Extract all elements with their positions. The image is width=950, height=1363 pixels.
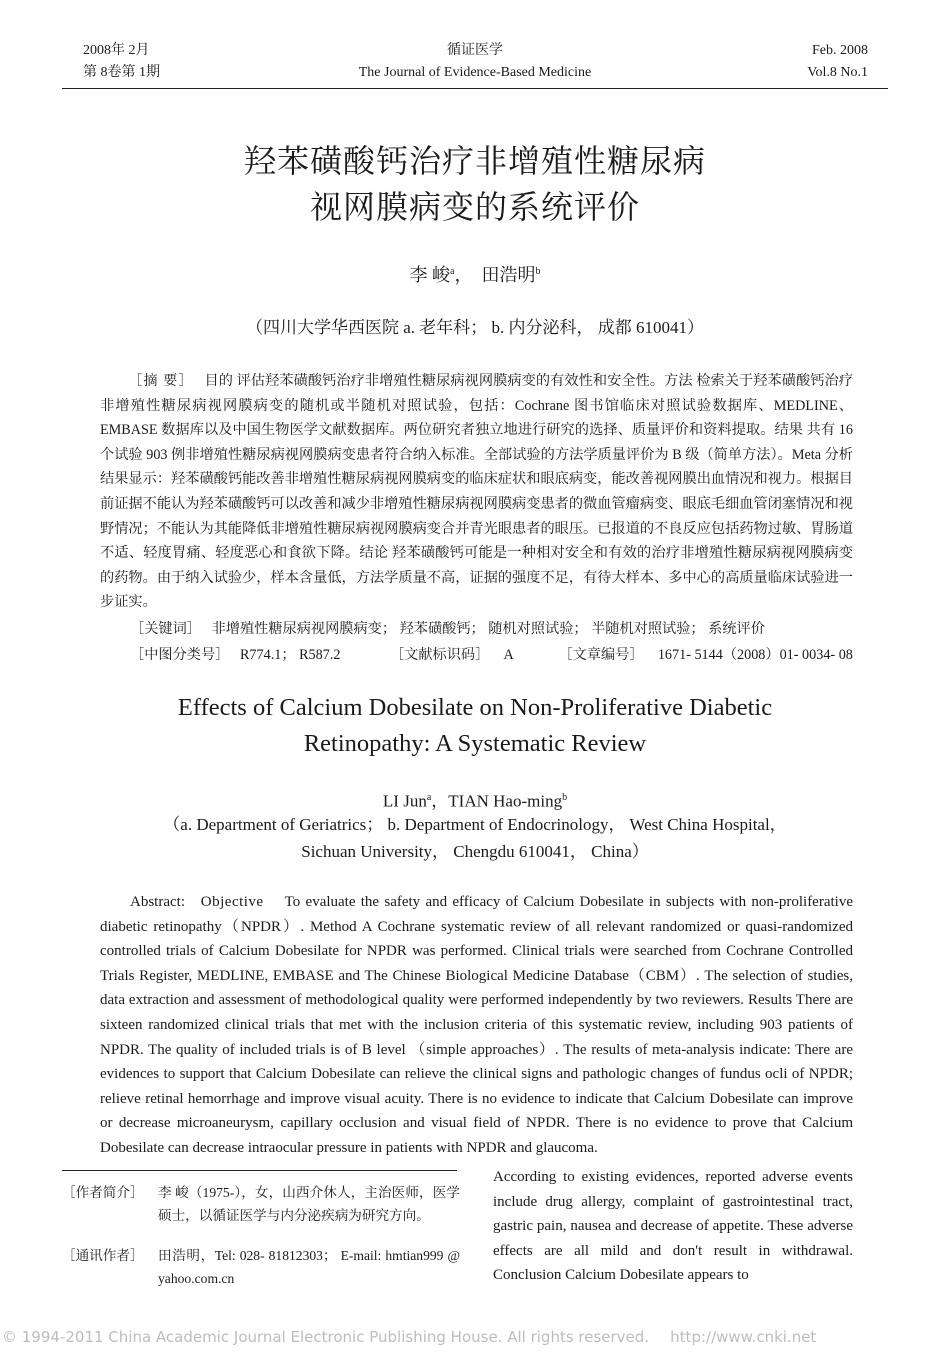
header-date-en: Feb. 2008 (812, 43, 868, 58)
header-volume-cn: 第 8卷第 1期 (83, 65, 160, 80)
author2-cn: 田浩明 (481, 265, 536, 285)
header-journal-en: The Journal of Evidence-Based Medicine (358, 65, 592, 80)
author2-sup: b (535, 266, 541, 277)
author-en-separator: ， (431, 791, 449, 811)
abstract-cn-label: ［摘 要］ (128, 373, 194, 389)
author1-en-sup: a (426, 792, 432, 803)
title-cn-line2: 视网膜病变的系统评价 (309, 189, 640, 225)
classification-line (130, 643, 853, 668)
keywords (130, 617, 853, 642)
clc-label: ［中图分类号］ (130, 647, 230, 663)
author2-en: TIAN Hao-ming (448, 791, 563, 811)
author1-cn: 李 峻 (409, 265, 451, 285)
abstract-cn (100, 369, 853, 615)
authors-cn (200, 258, 750, 289)
abstract-en-text: To evaluate the safety and efficacy of Calcium Dobesilate in subjects with non-proliferative diabetic retinopathy（NPDR）. Method A Cochrane systematic review of all relevant randomized or quasi-randomized controlled trials of Calcium Dobesilate for NPDR was performed. Clinical trials were searched from Cochrane Controlled Trials Register, MEDLINE, EMBASE and The Chinese Biological Medicine Database（CBM）. The selection of studies, data extraction and assessment of methodological quality were performed independently by two reviewers. Results There are sixteen randomized clinical trials that met with the inclusion criteria of this systematic review, including 903 patients of NPDR. The quality of included trials is of B level （simple approaches）. The results of meta-analysis indicate: There are evidences to support that Calcium Dobesilate can relieve the clinical signs and pathologic changes of fundus ocli of NPDR; relieve retinal hemorrhage and improve visual acuity. There is no evidence to indicate that Calcium Dobesilate can improve or decrease microaneurysm, capillary occlusion and visual field of NPDR. There is no evidence to prove that Calcium Dobesilate can decrease intraocular pressure in patients with NPDR and glaucoma. (100, 894, 853, 1156)
author-intro-label: ［作者简介］ (62, 1185, 144, 1200)
keywords-text: 非增殖性糖尿病视网膜病变； 羟苯磺酸钙； 随机对照试验； 半随机对照试验； 系统评价 (211, 621, 765, 637)
title-cn-line1: 羟苯磺酸钙治疗非增殖性糖尿病 (243, 143, 706, 179)
doc-code-label: ［文献标识码］ (389, 647, 490, 663)
author-separator: ， (454, 265, 473, 285)
title-en-line1: Effects of Calcium Dobesilate on Non-Proliferative Diabetic (177, 694, 773, 721)
correspondence-text: 田浩明，Tel: 028- 81812303； E-mail: hmtian999 @yahoo.com.cn (158, 1248, 460, 1286)
header-journal-cn: 循证医学 (447, 43, 503, 58)
abstract-en (100, 890, 853, 1161)
footnote-rule (62, 1170, 457, 1171)
article-no-label: ［文章编号］ (558, 647, 644, 663)
clc-value: R774.1； R587.2 (239, 647, 341, 663)
footer-url[interactable]: http://www.cnki.net (670, 1328, 817, 1346)
article-no-value: 1671- 5144（2008）01- 0034- 08 (657, 647, 853, 663)
author2-en-sup: b (562, 792, 568, 803)
header-volume-en: Vol.8 No.1 (807, 65, 868, 80)
copyright-text: © 1994-2011 China Academic Journal Electronic Publishing House. All rights reserved. (2, 1328, 650, 1346)
affil-en-line2: Sichuan University， Chengdu 610041， China） (301, 842, 649, 861)
article-title-en (100, 690, 850, 762)
affil-en-line1: （a. Department of Geriatrics； b. Department of Endocrinology， West China Hospital， (163, 815, 787, 834)
title-en-line2: Retinopathy: A Systematic Review (303, 730, 647, 757)
affiliation-en (100, 811, 850, 865)
footnote-author-intro (62, 1182, 460, 1227)
author1-en: LI Jun (382, 791, 427, 811)
abstract-en-objective: Objective (200, 894, 264, 910)
header-left (83, 40, 160, 84)
footnote-correspondence (62, 1245, 460, 1290)
article-title-cn (100, 138, 850, 230)
header-rule (62, 88, 888, 89)
header-date-cn: 2008年 2月 (83, 43, 150, 58)
header-right (807, 40, 868, 84)
copyright-footer (0, 1328, 950, 1346)
abstract-en-continued: According to existing evidences, reported adverse events include drug allergy, complaint of gastrointestinal tract, gastric pain, nausea and decrease of appetite. These adverse effects are all mild and don't result in withdrawal. Conclusion Calcium Dobesilate appears to (493, 1169, 853, 1284)
keywords-label: ［关键词］ (130, 621, 201, 637)
abstract-en-label: Abstract: (130, 894, 185, 910)
author1-sup: a (450, 266, 455, 277)
author-intro-text: 李 峻（1975-），女，山西介休人，主治医师，医学硕士，以循证医学与内分泌疾病为研究方向。 (158, 1185, 460, 1223)
header-center (300, 40, 650, 84)
correspondence-label: ［通讯作者］ (62, 1248, 144, 1263)
affiliation-cn: （四川大学华西医院 a. 老年科； b. 内分泌科， 成都 610041） (245, 318, 705, 337)
doc-code-value: A (503, 647, 514, 663)
abstract-cn-text: 目的 评估羟苯磺酸钙治疗非增殖性糖尿病视网膜病变的有效性和安全性。方法 检索关于羟苯磺酸钙治疗非增殖性糖尿病视网膜病变的随机或半随机对照试验，包括：Cochrane 图书馆临床对照试验数据库、MEDLINE、EMBASE 数据库以及中国生物医学文献数据库。两位研究者独立地进行研究的选择、质量评价和资料提取。结果 共有 16 个试验 903 例非增殖性糖尿病视网膜病变患者符合纳入标准。全部试验的方法学质量评价为 B 级（简单方法）。Meta 分析结果显示：羟苯磺酸钙能改善非增殖性糖尿病视网膜病变的临床症状和眼底病变，能改善视网膜出血情况和视力。根据目前证据不能认为羟苯磺酸钙可以改善和减少非增殖性糖尿病视网膜病变患者的微血管瘤病变、眼底毛细血管闭塞情况和视野情况；不能认为其能降低非增殖性糖尿病视网膜病变合并青光眼患者的眼压。已报道的不良反应包括药物过敏、胃肠道不适、轻度胃痛、轻度恶心和食欲下降。结论 羟苯磺酸钙可能是一种相对安全和有效的治疗非增殖性糖尿病视网膜病变的药物。由于纳入试验少，样本含量低，方法学质量不高，证据的强度不足，有待大样本、多中心的高质量临床试验进一步证实。 (100, 373, 853, 611)
